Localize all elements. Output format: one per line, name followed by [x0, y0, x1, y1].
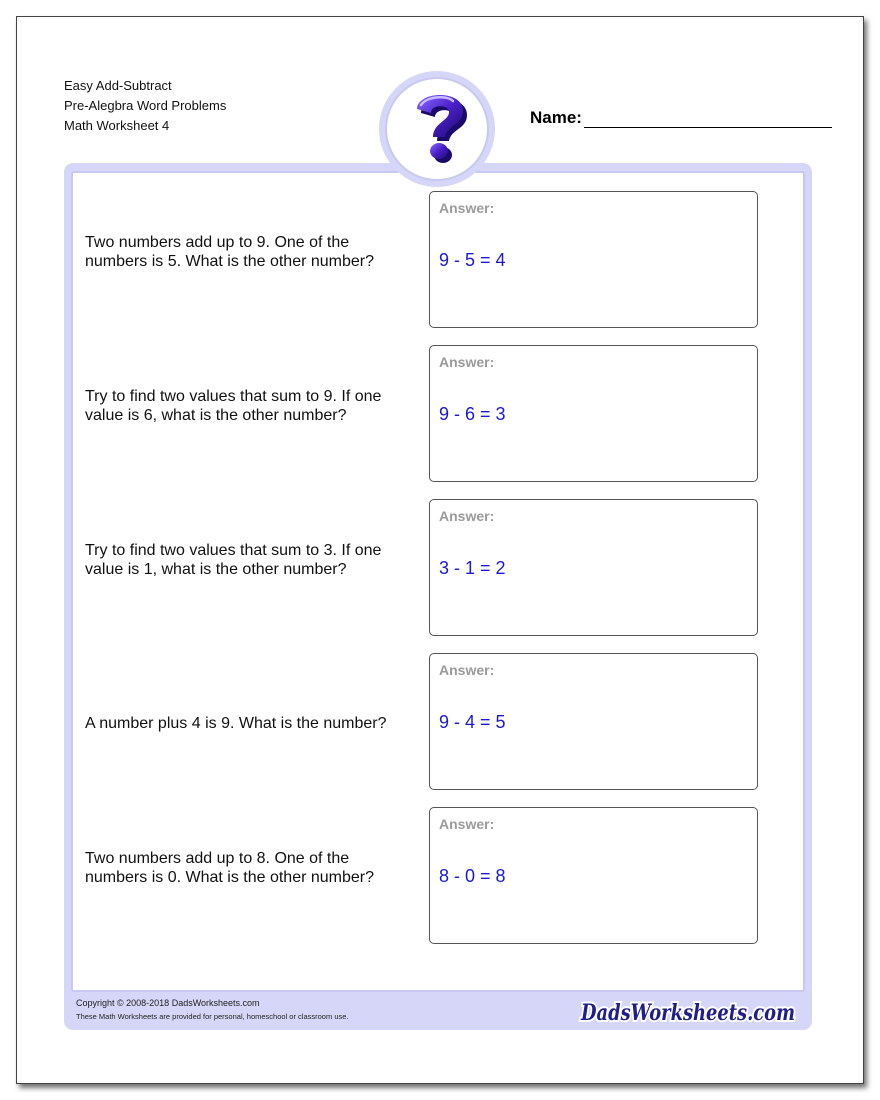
- name-field: [530, 108, 832, 128]
- problem-4-text: A number plus 4 is 9. What is the number?: [85, 715, 387, 732]
- dadsworksheets-logo: [576, 992, 800, 1032]
- answer-1-label: Answer:: [439, 200, 495, 216]
- worksheet-title-line3: Math Worksheet 4: [64, 118, 170, 133]
- answer-box-2[interactable]: [429, 345, 758, 482]
- worksheet-title-line1: Easy Add-Subtract: [64, 78, 172, 93]
- question-badge: [379, 71, 495, 187]
- answer-2-label: Answer:: [439, 354, 495, 370]
- answer-1-value: 9 - 5 = 4: [439, 250, 506, 270]
- worksheet-header: [64, 76, 226, 136]
- answer-4-label: Answer:: [439, 662, 495, 678]
- footer-copyright: Copyright © 2008-2018 DadsWorksheets.com: [76, 998, 260, 1008]
- question-badge-inner: [385, 77, 489, 181]
- answer-box-1[interactable]: [429, 191, 758, 328]
- answer-3-label: Answer:: [439, 508, 495, 524]
- problem-2-text: Try to find two values that sum to 9. If one value is 6, what is the other number?: [85, 388, 382, 424]
- answer-3-value: 3 - 1 = 2: [439, 558, 506, 578]
- logo-text: DadsWorksheets.com: [580, 1000, 795, 1026]
- answer-box-4[interactable]: [429, 653, 758, 790]
- answer-box-3[interactable]: [429, 499, 758, 636]
- problem-5-text: Two numbers add up to 8. One of the numbers is 0. What is the other number?: [85, 850, 375, 886]
- answer-5-value: 8 - 0 = 8: [439, 866, 506, 886]
- name-label: Name:: [530, 108, 582, 127]
- name-write-line[interactable]: [584, 109, 832, 128]
- worksheet-title-line2: Pre-Alegbra Word Problems: [64, 98, 227, 113]
- footer-usage-note: These Math Worksheets are provided for personal, homeschool or classroom use.: [76, 1012, 349, 1021]
- answer-2-value: 9 - 6 = 3: [439, 404, 506, 424]
- answer-4-value: 9 - 4 = 5: [439, 712, 506, 732]
- problem-3-text: Try to find two values that sum to 3. If one value is 1, what is the other number?: [85, 542, 382, 578]
- problem-1-text: Two numbers add up to 9. One of the numbers is 5. What is the other number?: [85, 234, 375, 270]
- question-mark-icon: [387, 79, 487, 179]
- answer-5-label: Answer:: [439, 816, 495, 832]
- answer-box-5[interactable]: [429, 807, 758, 944]
